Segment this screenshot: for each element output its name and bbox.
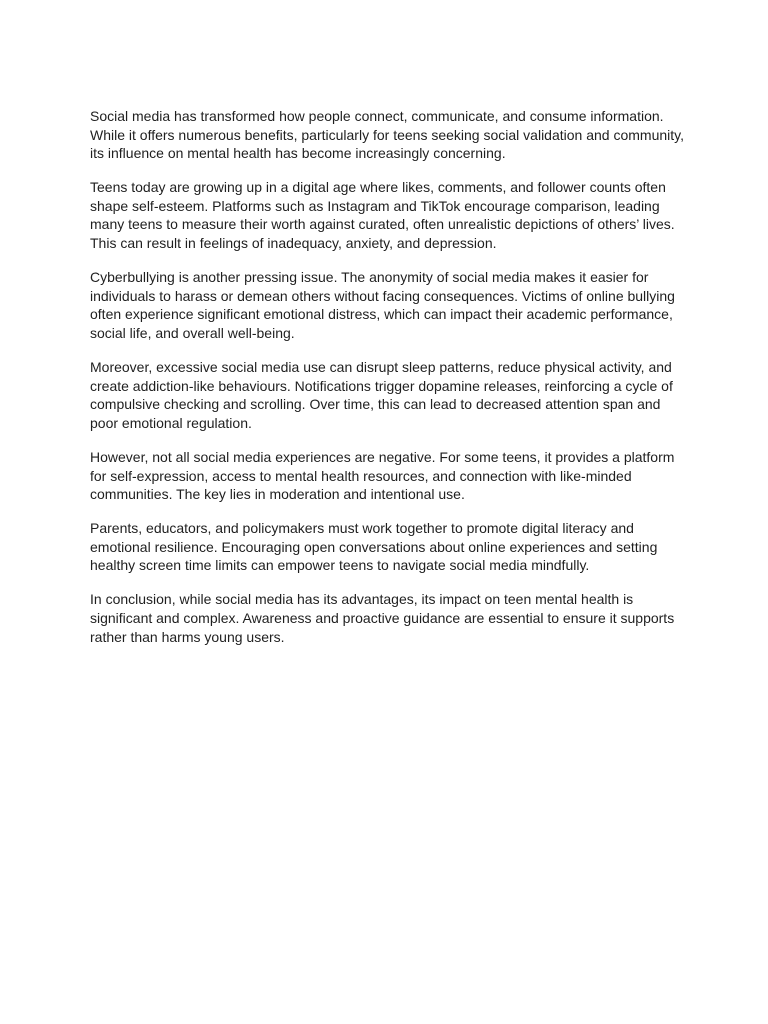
paragraph-self-esteem: Teens today are growing up in a digital age where likes, comments, and follower counts often shape self-esteem. Platforms such as Instagram and TikTok encourage comparison, leading many teens to measure their worth against curated, often unrealistic depictions of others’ lives. This can result in feelings of inadequacy, anxiety, and depression. (90, 179, 675, 252)
paragraph-conclusion: In conclusion, while social media has its advantages, its impact on teen mental health is significant and complex. Awareness and proactive guidance are essential to ensure it supports rather than harms young users. (90, 591, 675, 645)
paragraph-cyberbullying: Cyberbullying is another pressing issue. The anonymity of social media makes it easier for individuals to harass or demean others without facing consequences. Victims of online bullying often experience significant emotional distress, which can impact their academic performance, social life, and overall well-being. (90, 269, 675, 341)
paragraph-positive-aspects: However, not all social media experiences are negative. For some teens, it provides a platform for self-expression, access to mental health resources, and connection with like-minded communities. The key lies in moderation and intentional use. (90, 448, 675, 503)
document-body (90, 107, 690, 662)
paragraph-recommendations: Parents, educators, and policymakers must work together to promote digital literacy and emotional resilience. Encouraging open conversations about online experiences and setting healthy screen time limits can empower teens to navigate social media mindfully. (90, 520, 658, 574)
paragraph-intro: Social media has transformed how people connect, communicate, and consume information. While it offers numerous benefits, particularly for teens seeking social validation and community, its influence on mental health has become increasingly concerning. (90, 108, 684, 162)
paragraph-excessive-use: Moreover, excessive social media use can disrupt sleep patterns, reduce physical activity, and create addiction-like behaviours. Notifications trigger dopamine releases, reinforcing a cycle of compulsive checking and scrolling. Over time, this can lead to decreased attention span and poor emotional regulation. (90, 359, 673, 431)
